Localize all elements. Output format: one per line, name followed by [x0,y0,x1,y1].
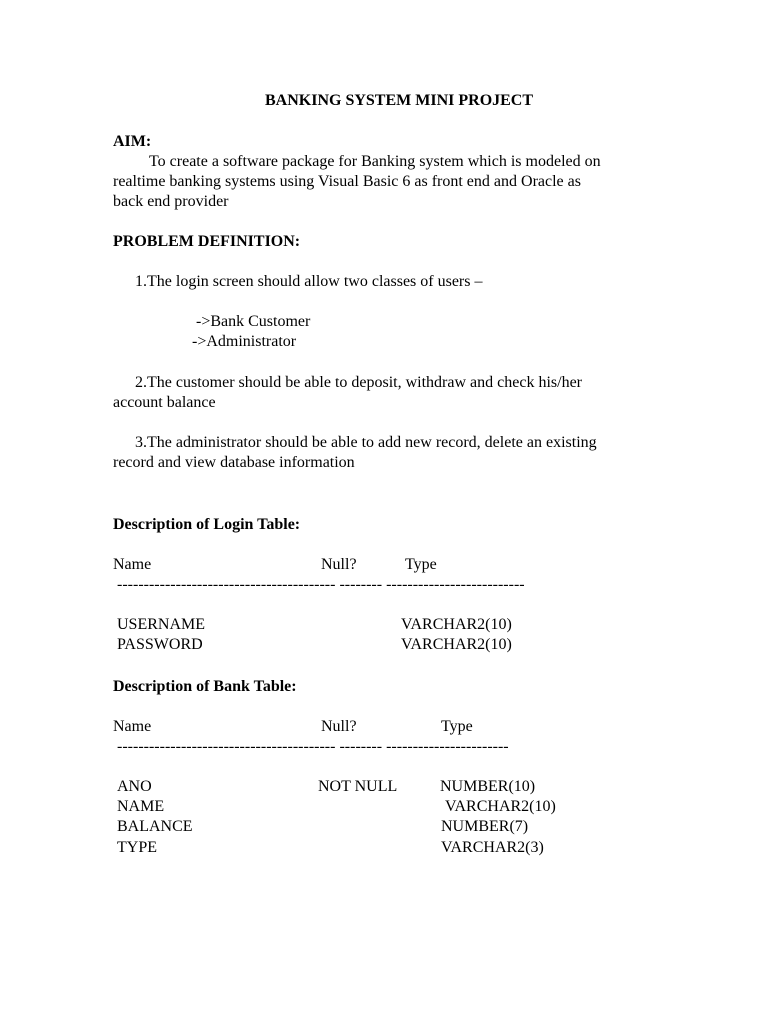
problem-definition-heading: PROBLEM DEFINITION: [113,233,301,250]
bank-row-type: VARCHAR2(3) [441,839,544,856]
problem-item-2: 2.The customer should be able to deposit, withdraw and check his/her [135,374,582,391]
bank-row-name: NAME [117,798,165,815]
problem-item-3-cont: record and view database information [113,454,355,471]
aim-heading: AIM: [113,133,152,150]
bank-col-null-header: Null? [321,718,357,735]
bank-row-name: TYPE [117,839,157,856]
document-title: BANKING SYSTEM MINI PROJECT [265,92,534,109]
bank-row-name: BALANCE [117,818,193,835]
bank-row-type: NUMBER(10) [440,778,536,795]
login-table-separator: ----------------------------------------- -------- -------------------------- [117,576,525,593]
login-row-name: PASSWORD [117,636,203,653]
login-col-name-header: Name [113,556,152,573]
bank-table-separator: ----------------------------------------- -------- ----------------------- [117,738,509,755]
login-col-null-header: Null? [321,556,357,573]
user-class-item: ->Administrator [192,333,297,350]
login-row-name: USERNAME [117,616,206,633]
problem-item-2-cont: account balance [113,394,216,411]
login-row-type: VARCHAR2(10) [401,616,512,633]
login-table-heading: Description of Login Table: [113,516,301,533]
user-class-item: ->Bank Customer [196,313,311,330]
bank-row-type: NUMBER(7) [441,818,529,835]
login-row-type: VARCHAR2(10) [401,636,512,653]
aim-line: realtime banking systems using Visual Basic 6 as front end and Oracle as [113,173,581,190]
problem-item-1: 1.The login screen should allow two classes of users – [135,273,483,290]
problem-item-3: 3.The administrator should be able to add new record, delete an existing [135,434,597,451]
bank-col-type-header: Type [441,718,473,735]
aim-line: To create a software package for Banking system which is modeled on [149,153,601,170]
bank-table-heading: Description of Bank Table: [113,678,297,695]
bank-row-type: VARCHAR2(10) [445,798,556,815]
login-col-type-header: Type [405,556,437,573]
bank-row-name: ANO [117,778,152,795]
aim-line: back end provider [113,193,229,210]
bank-row-null: NOT NULL [318,778,398,795]
bank-col-name-header: Name [113,718,152,735]
